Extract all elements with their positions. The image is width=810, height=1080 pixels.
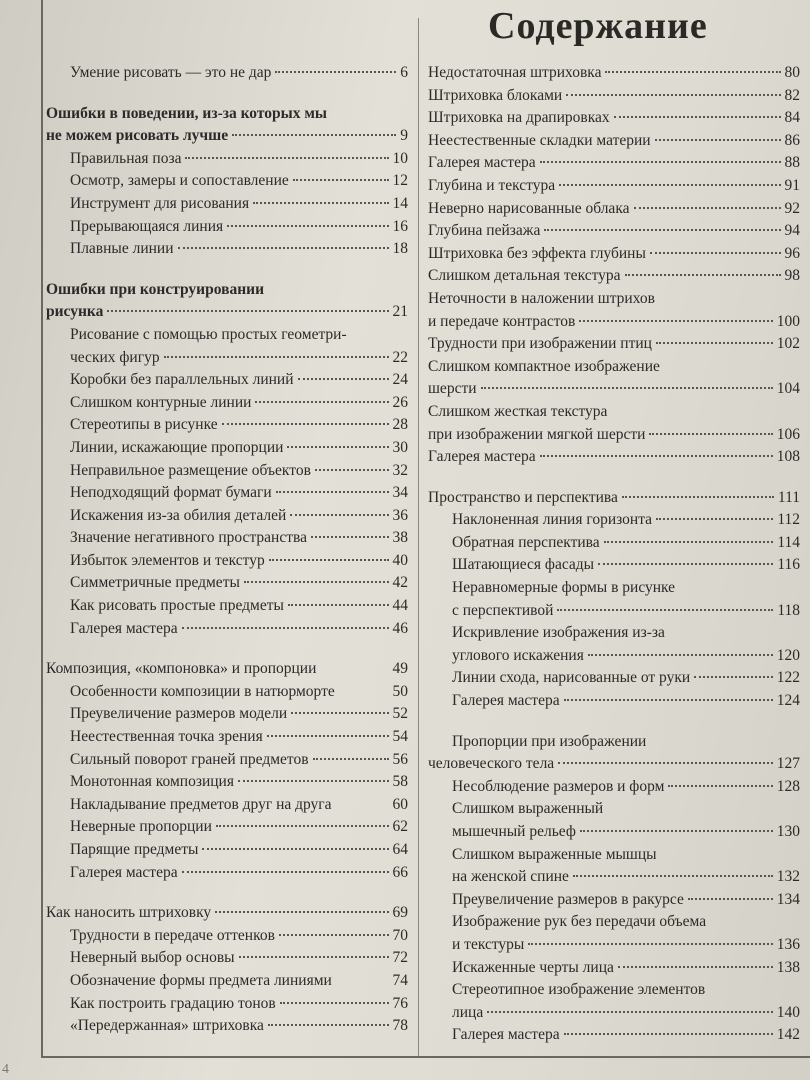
toc-entry[interactable]	[428, 667, 800, 690]
entry-title: и текстуры	[452, 935, 525, 953]
entry-title: Глубина и текстура	[428, 176, 556, 194]
entry-title-line: Слишком выраженный	[452, 800, 604, 818]
section-entry[interactable]	[428, 487, 800, 510]
leader-dots	[625, 274, 781, 276]
leader-dots	[315, 469, 389, 471]
entry-title: Избыток элементов и текстур	[70, 551, 265, 569]
entry-title: Преувеличение размеров в ракурсе	[452, 890, 684, 908]
entry-title: Неверно нарисованные облака	[428, 199, 630, 217]
leader-dots	[564, 1033, 773, 1035]
entry-page: 24	[392, 371, 408, 389]
leader-dots	[185, 157, 388, 159]
entry-title: Как построить градацию тонов	[70, 994, 276, 1012]
entry-title: Неестественная точка зрения	[70, 728, 263, 746]
toc-entry[interactable]	[428, 934, 800, 957]
entry-title: Неправильное размещение объектов	[70, 461, 311, 479]
leader-dots	[481, 387, 773, 389]
toc-entry[interactable]	[428, 889, 800, 912]
toc-entry[interactable]	[428, 378, 800, 401]
entry-title-line: Изображение рук без передачи объема	[452, 913, 707, 931]
entry-title: Правильная поза	[70, 149, 182, 167]
toc-entry[interactable]	[428, 554, 800, 577]
toc-entry[interactable]	[46, 482, 408, 505]
entry-page: 88	[784, 154, 800, 172]
entry-title: шерсти	[428, 380, 477, 398]
corner-page-number: 4	[2, 1062, 9, 1077]
leader-dots	[202, 848, 388, 850]
leader-dots	[579, 320, 772, 322]
leader-dots	[255, 401, 388, 403]
leader-dots	[267, 735, 389, 737]
section-entry[interactable]	[428, 753, 800, 776]
leader-dots	[656, 518, 773, 520]
toc-entry[interactable]	[46, 618, 408, 641]
entry-title: мышечный рельеф	[452, 823, 576, 840]
entry-page: 96	[784, 244, 800, 262]
entry-title: Глубина пейзажа	[428, 222, 541, 240]
section-entry[interactable]	[46, 125, 408, 148]
entry-page: 30	[392, 438, 408, 456]
entry-page: 132	[776, 868, 800, 886]
toc-entry[interactable]	[428, 311, 800, 334]
leader-dots	[298, 378, 389, 380]
toc-entry[interactable]	[46, 216, 408, 239]
entry-title: Линии схода, нарисованные от руки	[452, 669, 691, 687]
entry-title: Неестественные складки материи	[428, 131, 651, 149]
entry-title: Галерея мастера	[70, 863, 178, 881]
entry-page: 58	[392, 773, 408, 791]
leader-dots	[598, 563, 773, 565]
entry-page: 40	[392, 551, 408, 569]
toc-entry[interactable]	[428, 243, 800, 266]
entry-title: не можем рисовать лучше	[46, 127, 229, 145]
entry-title: Трудности при изображении птиц	[428, 335, 652, 353]
entry-page: 54	[392, 728, 408, 746]
entry-page: 94	[784, 222, 800, 240]
entry-title: «Передержанная» штриховка	[70, 1017, 264, 1035]
leader-dots	[253, 202, 388, 204]
entry-page: 76	[392, 994, 408, 1012]
entry-title: Слишком контурные линии	[70, 393, 252, 411]
toc-entry[interactable]	[46, 595, 408, 618]
left-rule	[41, 0, 43, 1058]
entry-title: Как рисовать простые предметы	[70, 597, 284, 615]
entry-title: Трудности в передаче оттенков	[70, 926, 275, 944]
entry-title: Штриховка блоками	[428, 86, 563, 104]
entry-page: 84	[784, 109, 800, 127]
entry-title-line: Слишком компактное изображение	[428, 357, 660, 375]
entry-page: 122	[776, 669, 800, 687]
entry-title: Плавные линии	[70, 240, 174, 258]
section-entry[interactable]	[46, 658, 408, 681]
toc-entry[interactable]	[46, 925, 408, 948]
entry-title: Штриховка без эффекта глубины	[428, 244, 646, 262]
entry-page: 6	[400, 64, 408, 81]
entry-title-line: Слишком выраженные мышцы	[452, 845, 657, 863]
entry-page: 111	[777, 488, 800, 506]
toc-entry[interactable]	[428, 152, 800, 175]
entry-page: 82	[784, 86, 800, 104]
leader-dots	[291, 712, 388, 714]
entry-title: Как наносить штриховку	[46, 904, 212, 922]
leader-dots	[618, 966, 773, 968]
section-entry[interactable]	[46, 301, 408, 324]
leader-dots	[656, 342, 773, 344]
entry-title: с перспективой	[452, 601, 554, 619]
entry-page: 112	[777, 511, 800, 529]
entry-page: 26	[392, 393, 408, 411]
toc-entry[interactable]	[46, 550, 408, 573]
entry-page: 91	[784, 176, 800, 194]
leader-dots	[622, 496, 774, 498]
leader-dots	[668, 785, 772, 787]
section-entry[interactable]	[46, 902, 408, 925]
toc-entry[interactable]	[46, 414, 408, 437]
entry-title: и передаче контрастов	[428, 312, 576, 330]
toc-entry[interactable]	[428, 866, 800, 889]
entry-title-line: Искривление изображения из-за	[452, 624, 665, 642]
entry-page: 116	[777, 556, 800, 574]
toc-entry[interactable]	[428, 532, 800, 555]
entry-page: 50	[392, 682, 408, 700]
section-heading: Ошибки при конструировании	[46, 280, 264, 298]
entry-page: 36	[392, 506, 408, 524]
entry-page: 130	[776, 823, 800, 840]
toc-entry[interactable]	[428, 509, 800, 532]
toc-entry[interactable]	[428, 62, 800, 85]
leader-dots	[279, 934, 389, 936]
entry-title-line: Неравномерные формы в рисунке	[452, 579, 676, 597]
toc-entry[interactable]	[46, 527, 408, 550]
toc-entry[interactable]	[428, 198, 800, 221]
entry-title: Галерея мастера	[452, 1026, 560, 1044]
entry-title: Умение рисовать — это не дар	[70, 64, 272, 81]
entry-title-line: Слишком жесткая текстура	[428, 402, 608, 420]
entry-title-line: Неточности в наложении штрихов	[428, 289, 655, 307]
entry-page: 34	[392, 484, 408, 502]
leader-dots	[558, 762, 773, 764]
entry-page: 92	[784, 199, 800, 217]
toc-entry[interactable]	[46, 726, 408, 749]
toc-entry[interactable]	[46, 238, 408, 261]
toc-entry[interactable]	[428, 85, 800, 108]
toc-entry[interactable]	[428, 645, 800, 668]
leader-dots	[222, 423, 389, 425]
leader-dots	[588, 654, 773, 656]
entry-page: 49	[392, 660, 408, 678]
toc-entry[interactable]	[428, 107, 800, 130]
entry-page: 44	[392, 597, 408, 615]
leader-dots	[313, 758, 389, 760]
leader-dots	[528, 943, 772, 945]
entry-page: 134	[776, 890, 800, 908]
toc-entry[interactable]	[428, 690, 800, 713]
leader-dots	[564, 699, 773, 701]
entry-page: 12	[392, 172, 408, 190]
entry-title: Галерея мастера	[70, 619, 178, 637]
entry-title: Парящие предметы	[70, 841, 199, 858]
entry-page: 118	[777, 601, 800, 619]
entry-page: 69	[392, 904, 408, 922]
entry-title: Несоблюдение размеров и форм	[452, 777, 665, 795]
entry-page: 106	[776, 425, 800, 443]
leader-dots	[580, 830, 773, 832]
toc-entry[interactable]	[46, 170, 408, 193]
leader-dots	[288, 604, 389, 606]
leader-dots	[287, 446, 388, 448]
toc-entry[interactable]	[46, 749, 408, 772]
entry-title: Пространство и перспектива	[428, 488, 618, 506]
entry-page: 38	[392, 529, 408, 547]
entry-page: 120	[776, 646, 800, 664]
leader-dots	[605, 71, 780, 73]
toc-entry[interactable]	[428, 821, 800, 844]
toc-entry[interactable]	[428, 265, 800, 288]
entry-title: Искаженные черты лица	[452, 958, 614, 976]
entry-title: Монотонная композиция	[70, 773, 234, 791]
toc-entry[interactable]	[46, 947, 408, 970]
toc-entry[interactable]	[46, 703, 408, 726]
entry-title: рисунка	[46, 303, 104, 321]
section-heading: Ошибки в поведении, из-за которых мы	[46, 104, 328, 122]
entry-page: 21	[392, 303, 408, 321]
entry-page: 28	[392, 416, 408, 434]
entry-title: при изображении мягкой шерсти	[428, 425, 646, 443]
leader-dots	[268, 1024, 389, 1026]
entry-title: Шатающиеся фасады	[452, 556, 595, 574]
toc-entry[interactable]	[428, 220, 800, 243]
toc-entry[interactable]	[46, 794, 408, 817]
entry-page: 70	[392, 926, 408, 944]
entry-title: человеческого тела	[428, 755, 555, 773]
leader-dots	[182, 627, 389, 629]
leader-dots	[107, 310, 388, 312]
toc-entry[interactable]	[428, 1002, 800, 1025]
leader-dots	[178, 247, 389, 249]
entry-page: 108	[776, 448, 800, 466]
entry-title: Наклоненная линия горизонта	[452, 511, 653, 529]
entry-title: Коробки без параллельных линий	[70, 371, 294, 389]
toc-entry[interactable]	[428, 1024, 800, 1047]
bottom-rule	[41, 1056, 810, 1058]
toc-right-column	[428, 62, 800, 1047]
leader-dots	[566, 94, 780, 96]
leader-dots	[544, 229, 780, 231]
toc-entry[interactable]	[428, 600, 800, 623]
entry-title: Стереотипы в рисунке	[70, 416, 218, 434]
leader-dots	[232, 134, 396, 136]
toc-entry[interactable]	[46, 1015, 408, 1038]
toc-entry[interactable]	[46, 392, 408, 415]
toc-entry[interactable]	[428, 957, 800, 980]
entry-page: 56	[392, 750, 408, 768]
entry-page: 128	[776, 777, 800, 795]
leader-dots	[164, 356, 389, 358]
toc-entry[interactable]	[46, 193, 408, 216]
entry-title: Преувеличение размеров модели	[70, 705, 288, 723]
toc-entry[interactable]	[46, 572, 408, 595]
toc-entry[interactable]	[46, 460, 408, 483]
toc-entry[interactable]	[46, 347, 408, 370]
entry-title: Накладывание предметов друг на друга	[70, 795, 332, 813]
leader-dots	[311, 536, 389, 538]
entry-page: 114	[777, 533, 800, 551]
leader-dots	[614, 116, 781, 118]
entry-page: 22	[392, 348, 408, 366]
entry-page: 32	[392, 461, 408, 479]
leader-dots	[557, 609, 773, 611]
leader-dots	[540, 161, 781, 163]
column-divider	[418, 18, 419, 1056]
entry-title: на женской спине	[452, 868, 569, 886]
leader-dots	[290, 514, 388, 516]
entry-page: 14	[392, 194, 408, 212]
entry-page: 140	[776, 1003, 800, 1021]
leader-dots	[244, 581, 389, 583]
entry-page: 10	[392, 149, 408, 167]
entry-page: 86	[784, 131, 800, 149]
entry-page: 52	[392, 705, 408, 723]
entry-page: 46	[392, 619, 408, 637]
entry-page: 80	[784, 64, 800, 81]
entry-page: 66	[392, 863, 408, 881]
section-heading: Пропорции при изображении	[452, 732, 647, 750]
toc-entry[interactable]	[46, 148, 408, 171]
entry-page: 127	[776, 755, 800, 773]
toc-entry[interactable]	[46, 62, 408, 85]
entry-page: 102	[776, 335, 800, 353]
entry-page: 136	[776, 935, 800, 953]
entry-title: углового искажения	[452, 646, 584, 664]
toc-entry[interactable]	[46, 369, 408, 392]
entry-title: Композиция, «компоновка» и пропорции	[46, 660, 317, 678]
leader-dots	[280, 1002, 389, 1004]
toc-entry[interactable]	[46, 437, 408, 460]
entry-title: Обозначение формы предмета линиями	[70, 971, 332, 989]
entry-page: 100	[776, 312, 800, 330]
entry-page: 74	[392, 971, 408, 989]
leader-dots	[269, 559, 389, 561]
toc-entry[interactable]	[428, 446, 800, 469]
entry-title: Особенности композиции в натюрморте	[70, 682, 335, 700]
toc-entry[interactable]	[46, 505, 408, 528]
leader-dots	[216, 825, 389, 827]
leader-dots	[649, 433, 772, 435]
toc-entry[interactable]	[46, 839, 408, 862]
entry-title: Недостаточная штриховка	[428, 64, 602, 81]
toc-entry[interactable]	[428, 776, 800, 799]
entry-title-line: Рисование с помощью простых геометри-	[70, 325, 347, 343]
entry-title: Осмотр, замеры и сопоставление	[70, 172, 289, 190]
entry-title: Штриховка на драпировках	[428, 109, 610, 127]
leader-dots	[604, 541, 774, 543]
leader-dots	[227, 225, 388, 227]
leader-dots	[238, 780, 389, 782]
entry-title: Сильный поворот граней предметов	[70, 750, 309, 768]
leader-dots	[540, 455, 773, 457]
leader-dots	[487, 1011, 773, 1013]
toc-entry[interactable]	[46, 816, 408, 839]
toc-entry[interactable]	[428, 424, 800, 447]
leader-dots	[688, 898, 773, 900]
entry-title: Значение негативного пространства	[70, 529, 307, 547]
entry-page: 72	[392, 949, 408, 967]
toc-entry[interactable]	[428, 333, 800, 356]
leader-dots	[275, 71, 396, 73]
entry-page: 16	[392, 217, 408, 235]
entry-page: 60	[392, 795, 408, 813]
toc-entry[interactable]	[46, 771, 408, 794]
toc-entry[interactable]	[46, 862, 408, 885]
toc-entry[interactable]	[428, 175, 800, 198]
entry-title: Неподходящий формат бумаги	[70, 484, 272, 502]
entry-title: Неверный выбор основы	[70, 949, 235, 967]
entry-page: 42	[392, 574, 408, 592]
toc-entry[interactable]	[428, 130, 800, 153]
leader-dots	[276, 491, 389, 493]
leader-dots	[650, 252, 781, 254]
leader-dots	[655, 139, 781, 141]
entry-page: 9	[400, 127, 408, 145]
toc-entry[interactable]	[46, 993, 408, 1016]
entry-title-line: Стереотипное изображение элементов	[452, 981, 706, 999]
leader-dots	[573, 875, 773, 877]
entry-title: Галерея мастера	[452, 692, 560, 710]
entry-page: 78	[392, 1017, 408, 1035]
entry-page: 138	[776, 958, 800, 976]
leader-dots	[694, 676, 773, 678]
leader-dots	[215, 911, 388, 913]
entry-title: ческих фигур	[70, 348, 160, 366]
toc-entry[interactable]	[46, 970, 408, 993]
entry-title: Галерея мастера	[428, 154, 536, 172]
entry-title: Симметричные предметы	[70, 574, 240, 592]
leader-dots	[239, 956, 389, 958]
leader-dots	[182, 871, 389, 873]
entry-page: 104	[776, 380, 800, 398]
entry-title: Прерывающаяся линия	[70, 217, 224, 235]
entry-title: Искажения из-за обилия деталей	[70, 506, 287, 524]
entry-title: Галерея мастера	[428, 448, 536, 466]
toc-entry[interactable]	[46, 681, 408, 704]
entry-page: 98	[784, 267, 800, 285]
entry-title: Линии, искажающие пропорции	[70, 438, 284, 456]
entry-page: 64	[392, 841, 408, 858]
page-title: Содержание	[488, 5, 708, 47]
entry-page: 18	[392, 240, 408, 258]
entry-title: Обратная перспектива	[452, 533, 600, 551]
entry-title: Слишком детальная текстура	[428, 267, 621, 285]
entry-page: 142	[776, 1026, 800, 1044]
entry-title: Инструмент для рисования	[70, 194, 250, 212]
toc-left-column	[46, 62, 408, 1038]
leader-dots	[293, 179, 389, 181]
leader-dots	[634, 207, 781, 209]
entry-page: 62	[392, 818, 408, 836]
entry-title: Неверные пропорции	[70, 818, 212, 836]
leader-dots	[559, 184, 780, 186]
entry-page: 124	[776, 692, 800, 710]
entry-title: лица	[452, 1003, 484, 1021]
